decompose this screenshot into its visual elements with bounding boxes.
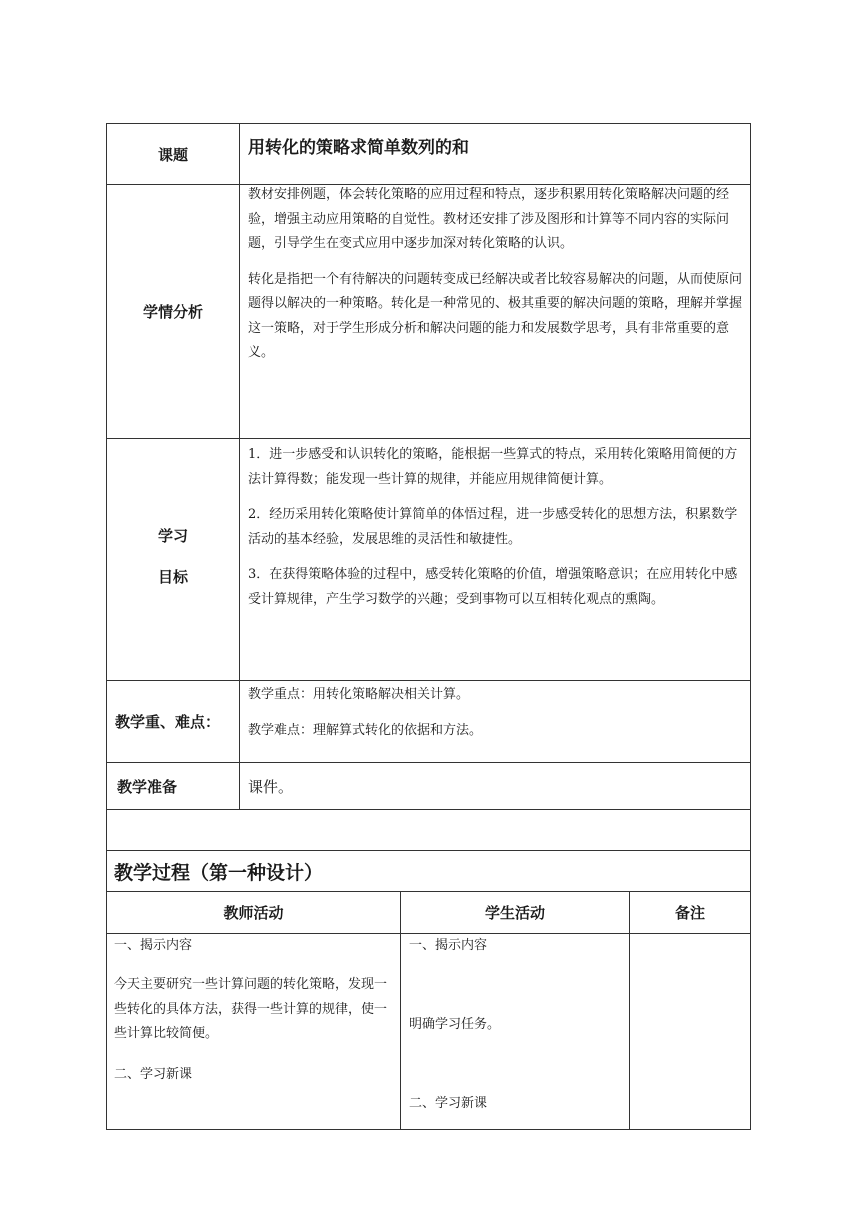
goal-item: 2．经历采用转化策略使计算简单的体悟过程，进一步感受转化的思想方法，积累数学活动的基本经验，发展思维的灵活性和敏捷性。 bbox=[248, 507, 738, 547]
topic-value: 用转化的策略求简单数列的和 bbox=[248, 138, 469, 158]
teacher-section-1-text: 今天主要研究一些计算问题的转化策略，发现一些转化的具体方法，获得一些计算的规律，使一些计算比较简便。 bbox=[114, 977, 388, 1041]
student-section-1-head: 一、揭示内容 bbox=[409, 938, 488, 953]
teacher-section-1-head: 一、揭示内容 bbox=[114, 938, 193, 953]
prep-label: 教学准备 bbox=[117, 777, 178, 796]
analysis-label: 学情分析 bbox=[142, 303, 203, 321]
analysis-text bbox=[248, 183, 745, 366]
goal-item: 3．在获得策略体验的过程中，感受转化策略的价值，增强策略意识；在应用转化中感受计算规律，产生学习数学的兴趣；受到事物可以互相转化观点的熏陶。 bbox=[248, 567, 738, 607]
student-section-1-text: 明确学习任务。 bbox=[409, 1017, 501, 1032]
column-divider bbox=[239, 123, 240, 810]
teacher-activity-header: 教师活动 bbox=[223, 904, 284, 922]
notes-header: 备注 bbox=[674, 904, 705, 922]
analysis-paragraph: 教材安排例题，体会转化策略的应用过程和特点，逐步积累用转化策略解决问题的经验，增强主动应用策略的自觉性。教材还安排了涉及图形和计算等不同内容的实际问题，引导学生在变式应用中逐步加深对转化策略的认识。 bbox=[248, 187, 730, 251]
keypoints-text bbox=[248, 683, 745, 743]
process-title: 教学过程（第一种设计） bbox=[114, 861, 324, 884]
student-activity-header: 学生活动 bbox=[484, 904, 545, 922]
goals-label-line1: 学习 bbox=[157, 526, 188, 545]
analysis-paragraph: 转化是指把一个有待解决的问题转变成已经解决或者比较容易解决的问题，从而使原问题得以解决的一种策略。转化是一种常见的、极其重要的解决问题的策略，理解并掌握这一策略，对于学生形成分析和解决问题的能力和发展数学思考，具有非常重要的意义。 bbox=[248, 271, 743, 360]
goals-label-line2: 目标 bbox=[157, 567, 188, 586]
row-divider bbox=[106, 809, 751, 810]
topic-label: 课题 bbox=[157, 145, 188, 164]
keypoints-label: 教学重、难点： bbox=[115, 713, 221, 731]
teacher-section-2-head: 二、学习新课 bbox=[114, 1067, 193, 1082]
student-section-2-head: 二、学习新课 bbox=[409, 1096, 488, 1111]
goal-item: 1．进一步感受和认识转化的策略，能根据一些算式的特点，采用转化策略用简便的方法计算得数；能发现一些计算的规律，并能应用规律简便计算。 bbox=[248, 447, 738, 487]
prep-value: 课件。 bbox=[248, 777, 294, 796]
goals-text bbox=[248, 443, 745, 612]
row-divider bbox=[106, 438, 751, 439]
keypoint-text: 教学重点：用转化策略解决相关计算。 bbox=[248, 687, 470, 702]
difficulty-text: 教学难点：理解算式转化的依据和方法。 bbox=[248, 722, 483, 738]
